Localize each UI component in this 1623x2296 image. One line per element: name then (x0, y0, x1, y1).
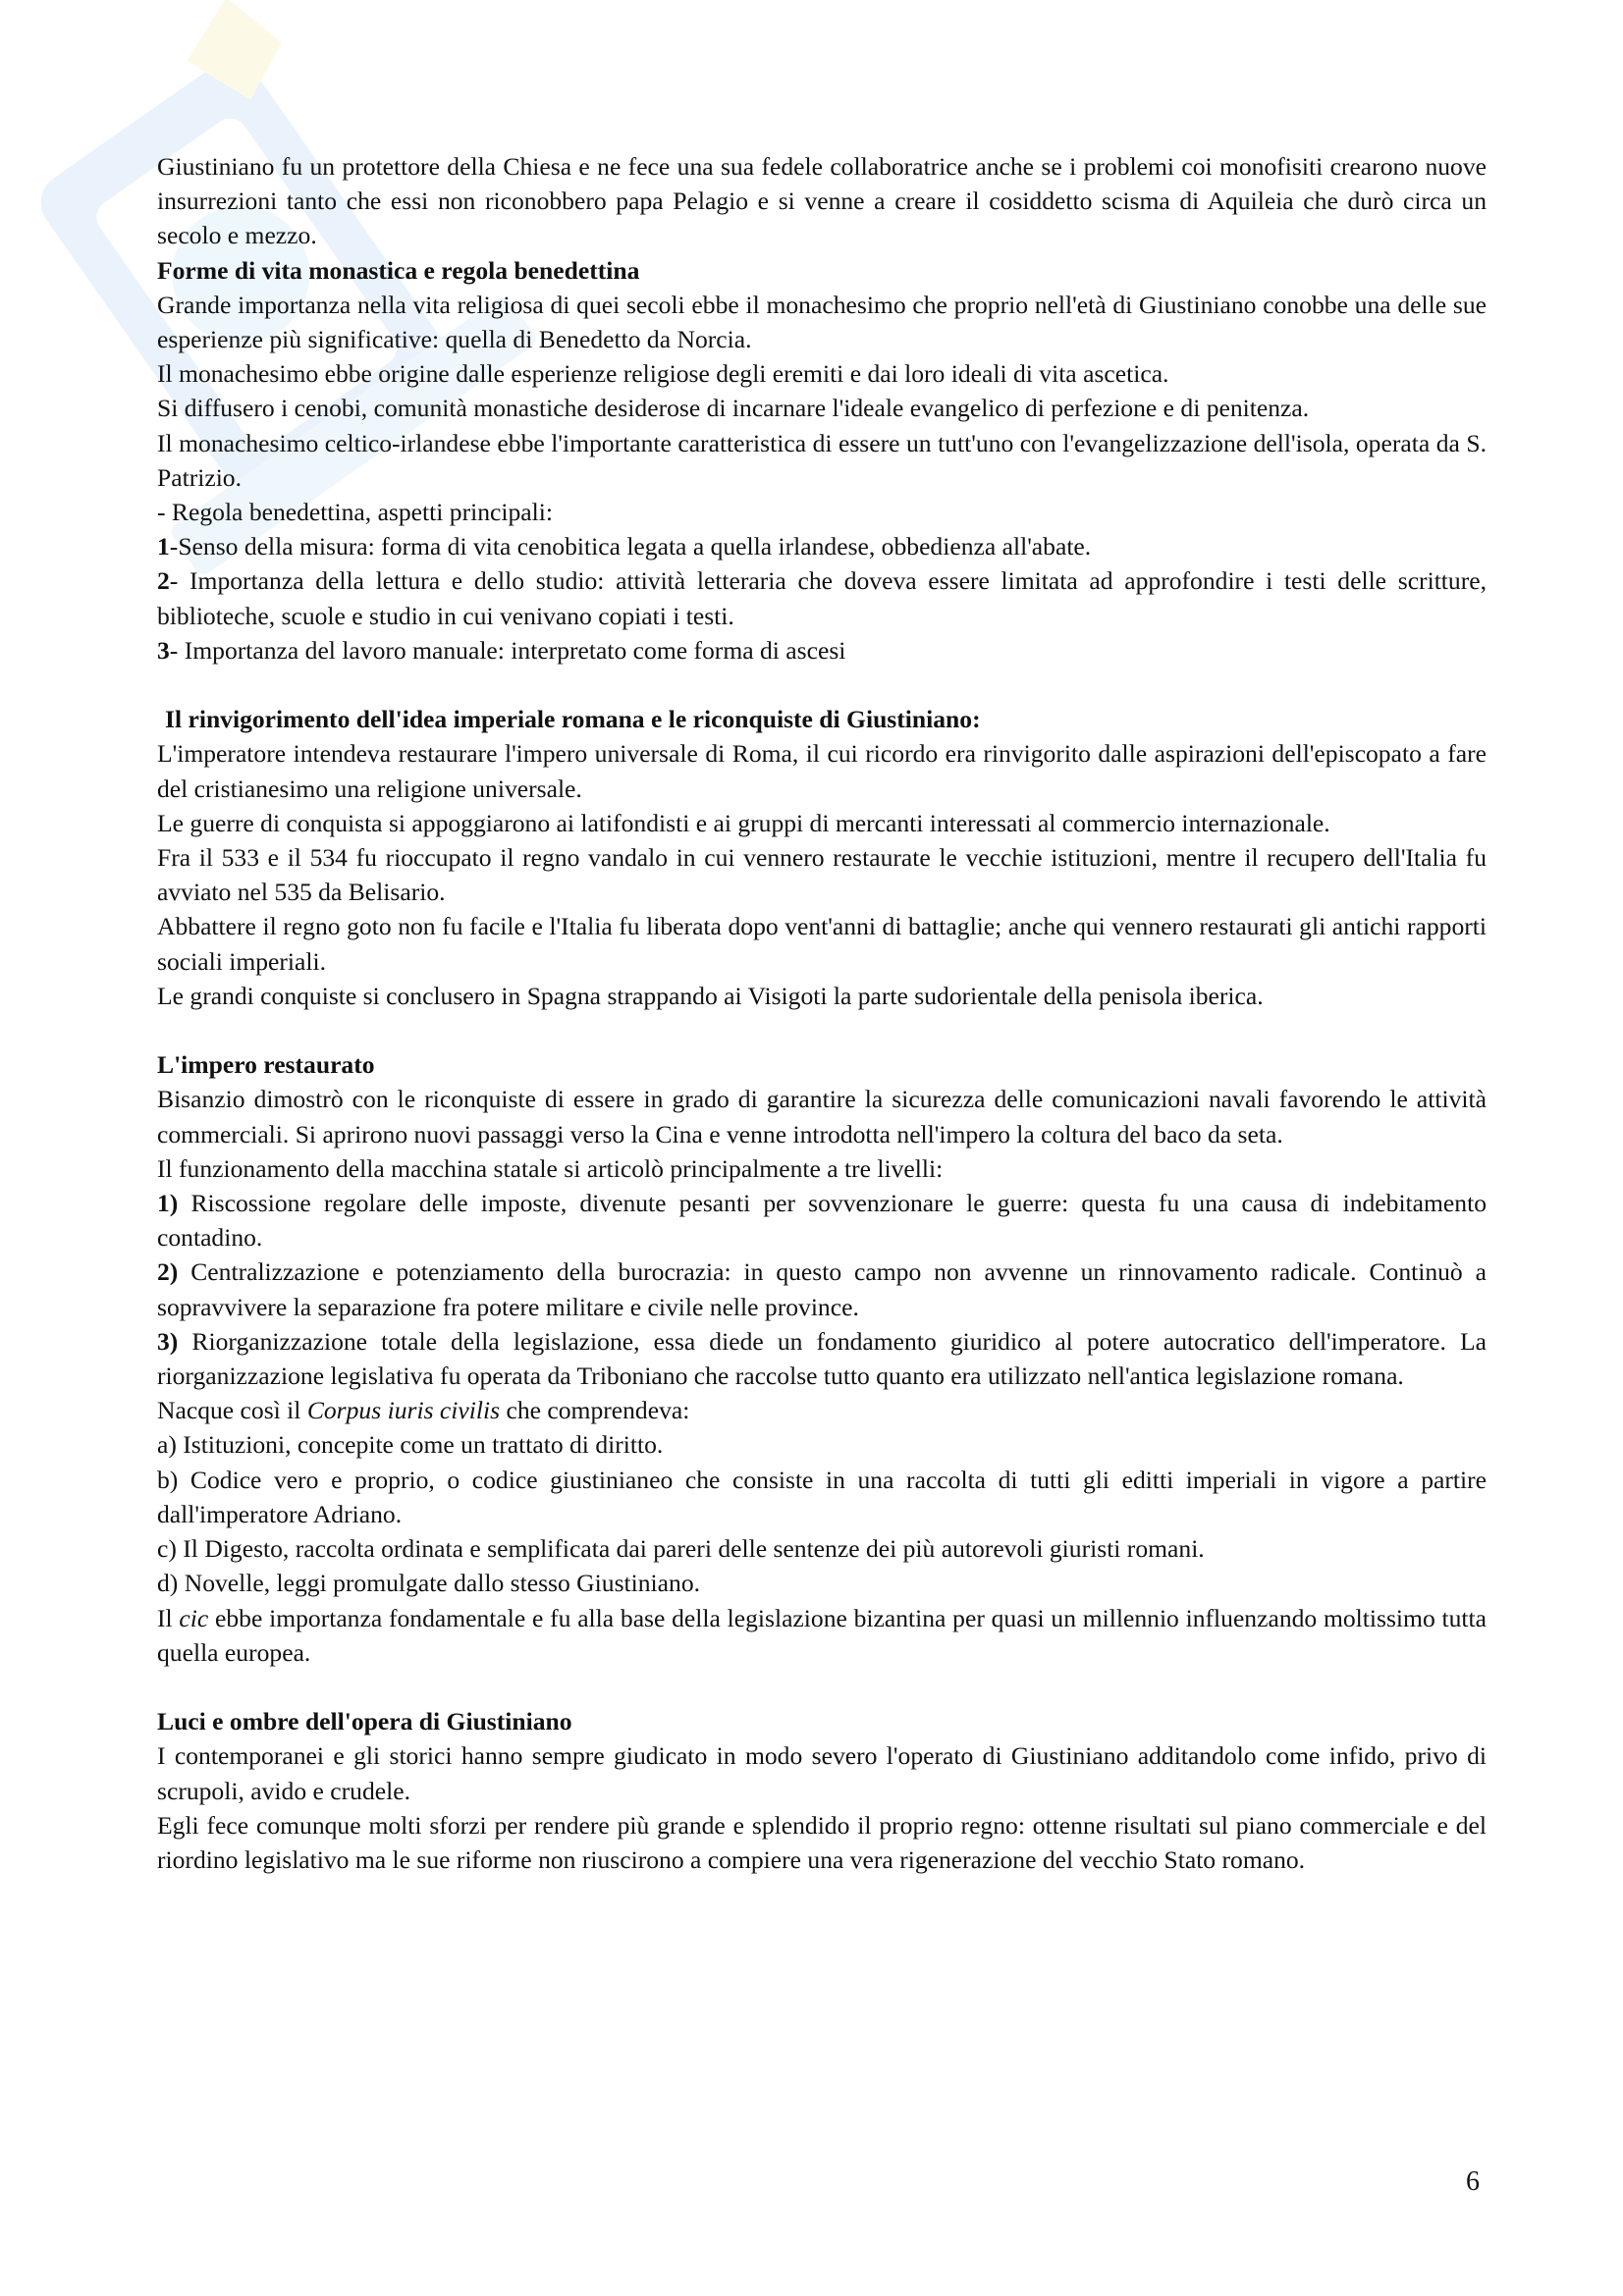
rule-item (157, 563, 1487, 632)
section-heading: Luci e ombre dell'opera di Giustiniano (157, 1707, 572, 1736)
paragraph: Il monachesimo celtico-irlandese ebbe l'importante caratteristica di essere un tutt'uno con l'evangelizzazione dell'isola, operata da S. Patrizio. (157, 428, 1487, 492)
paragraph: Giustiniano fu un protettore della Chiesa e ne fece una sua fedele collaboratrice anche se i problemi coi monofisiti crearono nuove insurrezioni tanto che essi non riconobbero papa Pelagio e si venne a creare il cosiddetto scisma di Aquileia che durò circa un secolo e mezzo. (157, 152, 1487, 250)
text-run: ebbe importanza fondamentale e fu alla base della legislazione bizantina per quasi un millennio influenzando moltissimo tutta quella europea. (157, 1603, 1487, 1667)
rule-item (157, 633, 1487, 667)
rule-number: 3 (157, 635, 170, 665)
rule-item (157, 529, 1487, 563)
list-text: Riscossione regolare delle imposte, divenute pesanti per sovvenzionare le guerre: questa fu una causa di indebitamento contadino. (157, 1189, 1487, 1253)
list-item (157, 1324, 1487, 1393)
section-heading: Forme di vita monastica e regola benedettina (157, 255, 640, 285)
paragraph: L'imperatore intendeva restaurare l'impero universale di Roma, il cui ricordo era rinvigorito dalle aspirazioni dell'episcopato a fare del cristianesimo una religione universale. (157, 739, 1487, 803)
paragraph: Le grandi conquiste si conclusero in Spagna strappando ai Visigoti la parte sudorientale della penisola iberica. (157, 981, 1264, 1010)
list-text: Riorganizzazione totale della legislazione, essa diede un fondamento giuridico al potere autocratico dell'imperatore. La riorganizzazione legislativa fu operata da Triboniano che raccolse tutto quanto era utilizzato nell'antica legislazione romana. (157, 1326, 1487, 1391)
list-number: 1) (157, 1189, 179, 1218)
rule-number: 1 (157, 532, 170, 561)
corpus-title: Corpus iuris civilis (306, 1396, 501, 1425)
paragraph: Il monachesimo ebbe origine dalle esperienze religiose degli eremiti e dai loro ideali di vita ascetica. (157, 359, 1169, 389)
paragraph: Bisanzio dimostrò con le riconquiste di essere in grado di garantire la sicurezza delle comunicazioni navali favorendo le attività commerciali. Si aprirono nuovi passaggi verso la Cina e venne introdotta nell'impero la coltura del baco da seta. (157, 1085, 1487, 1148)
text-run: che comprendeva: (500, 1396, 690, 1425)
text-run: Nacque così il (157, 1396, 307, 1425)
list-item: c) Il Digesto, raccolta ordinata e semplificata dai pareri delle sentenze dei più autorevoli giuristi romani. (157, 1534, 1205, 1564)
paragraph: Abbattere il regno goto non fu facile e l'Italia fu liberata dopo vent'anni di battaglie; anche qui vennero restaurati gli antichi rapporti sociali imperiali. (157, 912, 1487, 976)
paragraph: Si diffusero i cenobi, comunità monastiche desiderose di incarnare l'ideale evangelico di perfezione e di penitenza. (157, 394, 1310, 423)
paragraph (157, 1601, 1487, 1670)
rule-number: 2 (157, 566, 170, 596)
list-number: 3) (157, 1326, 179, 1356)
paragraph: Grande importanza nella vita religiosa di quei secoli ebbe il monachesimo che proprio nell'età di Giustiniano conobbe una delle sue esperienze più significative: quella di Benedetto da Norcia. (157, 290, 1487, 354)
cic-abbrev: cic (179, 1603, 209, 1632)
paragraph: Le guerre di conquista si appoggiarono ai latifondisti e ai gruppi di mercanti interessati al commercio internazionale. (157, 808, 1330, 837)
list-item: a) Istituzioni, concepite come un trattato di diritto. (157, 1430, 664, 1460)
section-heading: L'impero restaurato (157, 1050, 375, 1080)
section-heading: Il rinvigorimento dell'idea imperiale romana e le riconquiste di Giustiniano: (165, 705, 981, 734)
paragraph: I contemporanei e gli storici hanno sempre giudicato in modo severo l'operato di Giustiniano additandolo come infido, privo di scrupoli, avido e crudele. (157, 1741, 1487, 1805)
list-item (157, 1186, 1487, 1255)
list-text: Centralizzazione e potenziamento della burocrazia: in questo campo non avvenne un rinnovamento radicale. Continuò a sopravvivere la separazione fra potere militare e civile nelle province. (157, 1257, 1487, 1321)
paragraph: Egli fece comunque molti sforzi per rendere più grande e splendido il proprio regno: ottenne risultati sul piano commerciale e del riordino legislativo ma le sue riforme non riuscirono a compiere una vera rigenerazione del vecchio Stato romano. (157, 1810, 1487, 1874)
rule-text: -Senso della misura: forma di vita cenobitica legata a quella irlandese, obbedienza all'abate. (169, 532, 1092, 561)
paragraph (157, 1393, 1487, 1427)
document-body (157, 149, 1487, 1877)
paragraph: - Regola benedettina, aspetti principali: (157, 498, 553, 527)
paragraph: Fra il 533 e il 534 fu rioccupato il regno vandalo in cui vennero restaurate le vecchie istituzioni, mentre il recupero dell'Italia fu avviato nel 535 da Belisario. (157, 843, 1487, 907)
page-number: 6 (1466, 2166, 1480, 2197)
paragraph: Il funzionamento della macchina statale si articolò principalmente a tre livelli: (157, 1153, 944, 1183)
list-item (157, 1255, 1487, 1323)
list-item: d) Novelle, leggi promulgate dallo stesso Giustiniano. (157, 1569, 701, 1598)
list-number: 2) (157, 1257, 179, 1287)
text-run: Il (157, 1603, 180, 1632)
rule-text: - Importanza della lettura e dello studio: attività letteraria che doveva essere limitata ad approfondire i testi delle scritture, biblioteche, scuole e studio in cui venivano copiati i testi. (157, 566, 1487, 630)
list-item: b) Codice vero e proprio, o codice giustinianeo che consiste in una raccolta di tutti gli editti imperiali in vigore a partire dall'imperatore Adriano. (157, 1465, 1487, 1528)
rule-text: - Importanza del lavoro manuale: interpretato come forma di ascesi (169, 635, 846, 665)
